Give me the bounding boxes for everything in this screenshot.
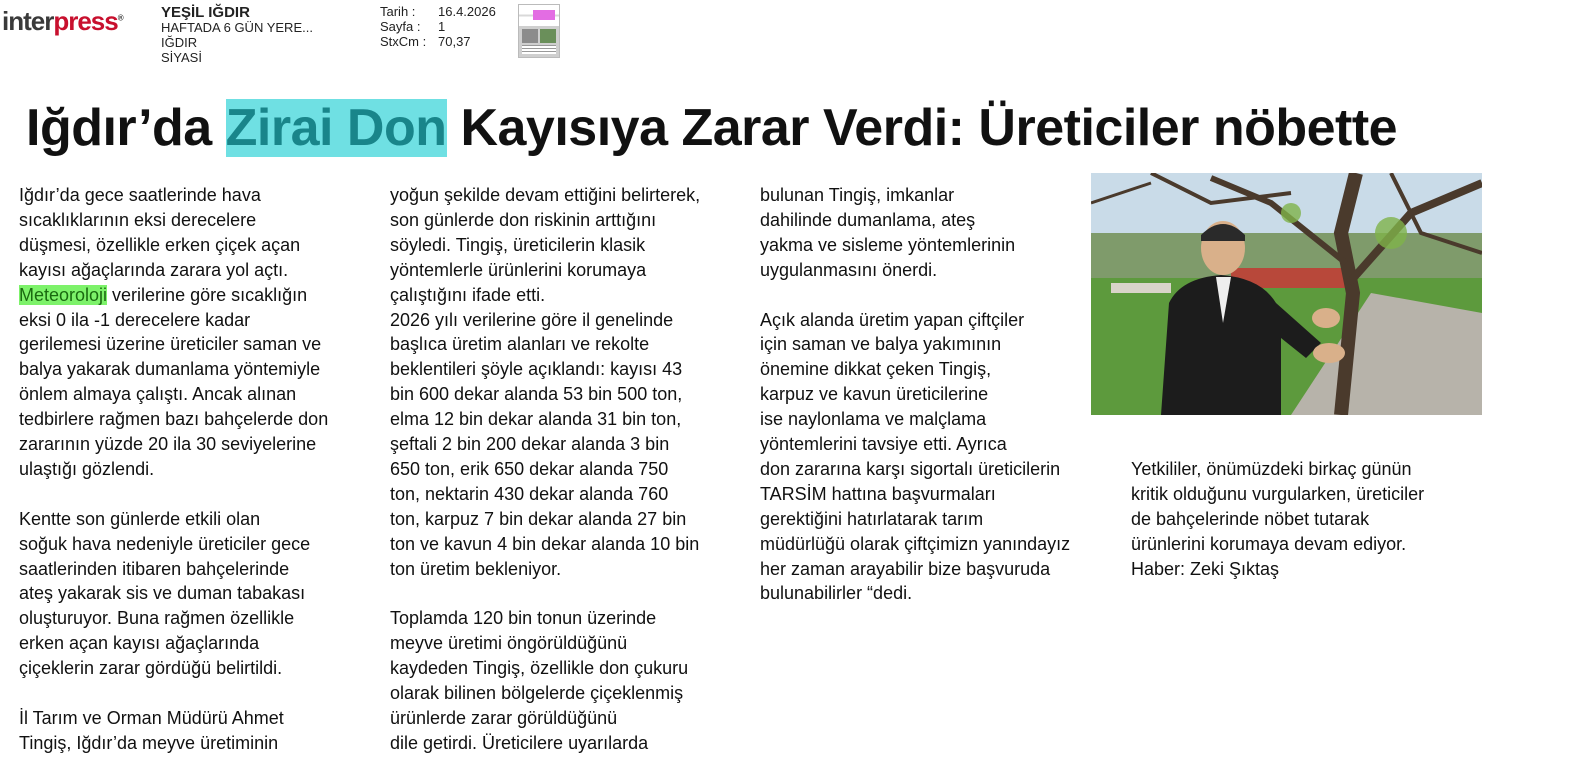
article-line: dahilinde dumanlama, ateş — [760, 209, 976, 230]
article-line: yakma ve sisleme yöntemlerinin — [760, 234, 1016, 255]
size-label: StxCm : — [380, 34, 427, 49]
article-line: ürünlerini korumaya devam ediyor. — [1131, 533, 1407, 554]
paper-city: IĞDIR — [161, 35, 198, 50]
article-line: Iğdır’da gece saatlerinde hava — [19, 185, 261, 205]
article-line: erken açan kayısı ağaçlarında — [19, 633, 260, 654]
article-line: Toplamda 120 bin tonun üzerinde — [390, 608, 657, 629]
publication-meta — [161, 5, 313, 65]
article-line: yöntemlerle ürünlerini korumaya — [390, 259, 647, 280]
article-line: başlıca üretim alanları ve rekolte — [390, 334, 650, 355]
article-line: ise naylonlama ve malçlama — [760, 409, 987, 430]
article-line: gerilemesi üzerine üreticiler saman ve — [19, 334, 322, 355]
article-line: müdürlüğü olarak çiftçimizn yanındayız — [760, 533, 1071, 554]
article-line: bulunan Tingiş, imkanlar — [760, 185, 955, 205]
article-line: Tingiş, Iğdır’da meyve üretiminin — [19, 732, 279, 753]
article-line: 650 ton, erik 650 dekar alanda 750 — [390, 458, 669, 479]
article-line: ton, karpuz 7 bin dekar alanda 27 bin — [390, 508, 687, 529]
headline-highlight: Zirai Don — [225, 99, 447, 157]
article-line: bin 600 dekar alanda 53 bin 500 ton, — [390, 384, 683, 405]
article-column-2 — [390, 183, 750, 756]
article-line: sıcaklıklarının eksi derecelere — [19, 209, 257, 230]
article-line: Açık alanda üretim yapan çiftçiler — [760, 309, 1025, 330]
page-value: 1 — [438, 19, 446, 34]
interpress-logo: interpress® — [2, 6, 123, 36]
article-line: şeftali 2 bin 200 dekar alanda 3 bin — [390, 434, 670, 455]
date-label: Tarih : — [380, 4, 416, 19]
article-line: her zaman arayabilir bize başvuruda — [760, 558, 1051, 579]
article-line: 2026 yılı verilerine göre il genelinde — [390, 309, 674, 330]
article-line: bulunabilirler “dedi. — [760, 583, 913, 604]
article-line: oluşturuyor. Buna rağmen özellikle — [19, 608, 295, 629]
article-photo — [1091, 173, 1482, 415]
article-line: kayısı ağaçlarında zarara yol açtı. — [19, 259, 289, 280]
article-line: yöntemlerini tavsiye etti. Ayrıca — [760, 434, 1007, 455]
article-line: kaydeden Tingiş, özellikle don çukuru — [390, 658, 689, 679]
article-line: ateş yakarak sis ve duman tabakası — [19, 583, 306, 604]
article-line: Kentte son günlerde etkili olan — [19, 508, 261, 529]
article-line: meyve üretimi öngörüldüğünü — [390, 633, 628, 654]
paper-frequency: HAFTADA 6 GÜN YERE... — [161, 20, 313, 35]
article-line: için saman ve balya yakımının — [760, 334, 1002, 355]
article-line: tedbirlere rağmen bazı bahçelerde don — [19, 409, 329, 430]
article-line: yoğun şekilde devam ettiğini belirterek, — [390, 185, 701, 205]
article-line: TARSİM hattına başvurmaları — [760, 483, 996, 504]
article-line: don zararına karşı sigortalı üreticilerin — [760, 458, 1061, 479]
article-line: dile getirdi. Üreticilere uyarılarda — [390, 732, 649, 753]
article-column-3 — [760, 183, 1120, 606]
article-line: balya yakarak dumanlama yöntemiyle — [19, 359, 321, 380]
article-line: ürünlerde zarar görüldüğünü — [390, 708, 618, 729]
paper-name: YEŞİL IĞDIR — [161, 4, 250, 21]
size-value: 70,37 — [438, 34, 471, 49]
article-line: ton, nektarin 430 dekar alanda 760 — [390, 483, 669, 504]
article-line: olarak bilinen bölgelerde çiçeklenmiş — [390, 683, 684, 704]
article-line: önemine dikkat çeken Tingiş, — [760, 359, 992, 380]
date-value: 16.4.2026 — [438, 4, 496, 19]
article-line: söyledi. Tingiş, üreticilerin klasik — [390, 234, 646, 255]
article-line: uygulanmasını önerdi. — [760, 259, 938, 280]
article-column-4 — [1131, 457, 1481, 582]
article-line: çiçeklerin zarar gördüğü belirtildi. — [19, 658, 283, 679]
article-line: gerektiğini hatırlatarak tarım — [760, 508, 984, 529]
article-line: ulaştığı gözlendi. — [19, 458, 155, 479]
article-line: Yetkililer, önümüzdeki birkaç günün — [1131, 459, 1412, 479]
article-line: zararının yüzde 20 ila 30 seviyelerine — [19, 434, 317, 455]
article-line: düşmesi, özellikle erken çiçek açan — [19, 234, 301, 255]
article-line: İl Tarım ve Orman Müdürü Ahmet — [19, 708, 284, 728]
article-line: önlem almaya çalıştı. Ancak alınan — [19, 384, 297, 405]
article-line: karpuz ve kavun üreticilerine — [760, 384, 989, 405]
article-line: çalıştığını ifade etti. — [390, 284, 546, 305]
page-label: Sayfa : — [380, 19, 421, 34]
article-line: Haber: Zeki Şıktaş — [1131, 558, 1280, 579]
article-line: son günlerde don riskinin arttığını — [390, 209, 657, 230]
article-line: de bahçelerinde nöbet tutarak — [1131, 508, 1370, 529]
article-headline: Iğdır’da Zirai Don Kayısıya Zarar Verdi: Üreticiler nöbette — [26, 99, 1398, 157]
article-line: saatlerinden itibaren bahçelerinde — [19, 558, 290, 579]
article-line: elma 12 bin dekar alanda 31 bin ton, — [390, 409, 682, 430]
clipping-info — [380, 4, 496, 49]
article-line: soğuk hava nedeniyle üreticiler gece — [19, 533, 311, 554]
article-line: eksi 0 ila -1 derecelere kadar — [19, 309, 251, 330]
page-thumbnail[interactable] — [518, 4, 560, 58]
article-line: kritik olduğunu vurgularken, üreticiler — [1131, 483, 1425, 504]
article-column-1: Iğdır’da gece saatlerinde hava sıcaklıklarının eksi derecelere düşmesi, özellikle erken çiçek açan kayısı ağaçlarında zarara yol açtı. Meteoroloji verilerine göre sıcaklığın eksi 0 ila -1 derecelere kadar gerilemesi üzerine üreticiler saman ve balya yakarak dumanlama yöntemiyle önlem almaya çalıştı. Ancak alınan tedbirlere rağmen bazı bahçelerde don zararının yüzde 20 ila 30 seviyelerine ulaştığı gözlendi. Kentte son günlerde etkili olan soğuk hava nedeniyle üreticiler gece saatlerinden itibaren bahçelerinde ateş yakarak sis ve duman tabakası oluşturuyor. Buna rağmen özellikle erken açan kayısı ağaçlarında çiçeklerin zarar gördüğü belirtildi. İl Tarım ve Orman Müdürü Ahmet Tingiş, Iğdır’da meyve üretiminin — [19, 183, 379, 756]
paper-category: SİYASİ — [161, 50, 202, 65]
article-line: ton ve kavun 4 bin dekar alanda 10 bin — [390, 533, 700, 554]
article-line: beklentileri şöyle açıklandı: kayısı 43 — [390, 359, 683, 380]
keyword-highlight: Meteoroloji — [19, 284, 108, 305]
article-line: ton üretim bekleniyor. — [390, 558, 562, 579]
